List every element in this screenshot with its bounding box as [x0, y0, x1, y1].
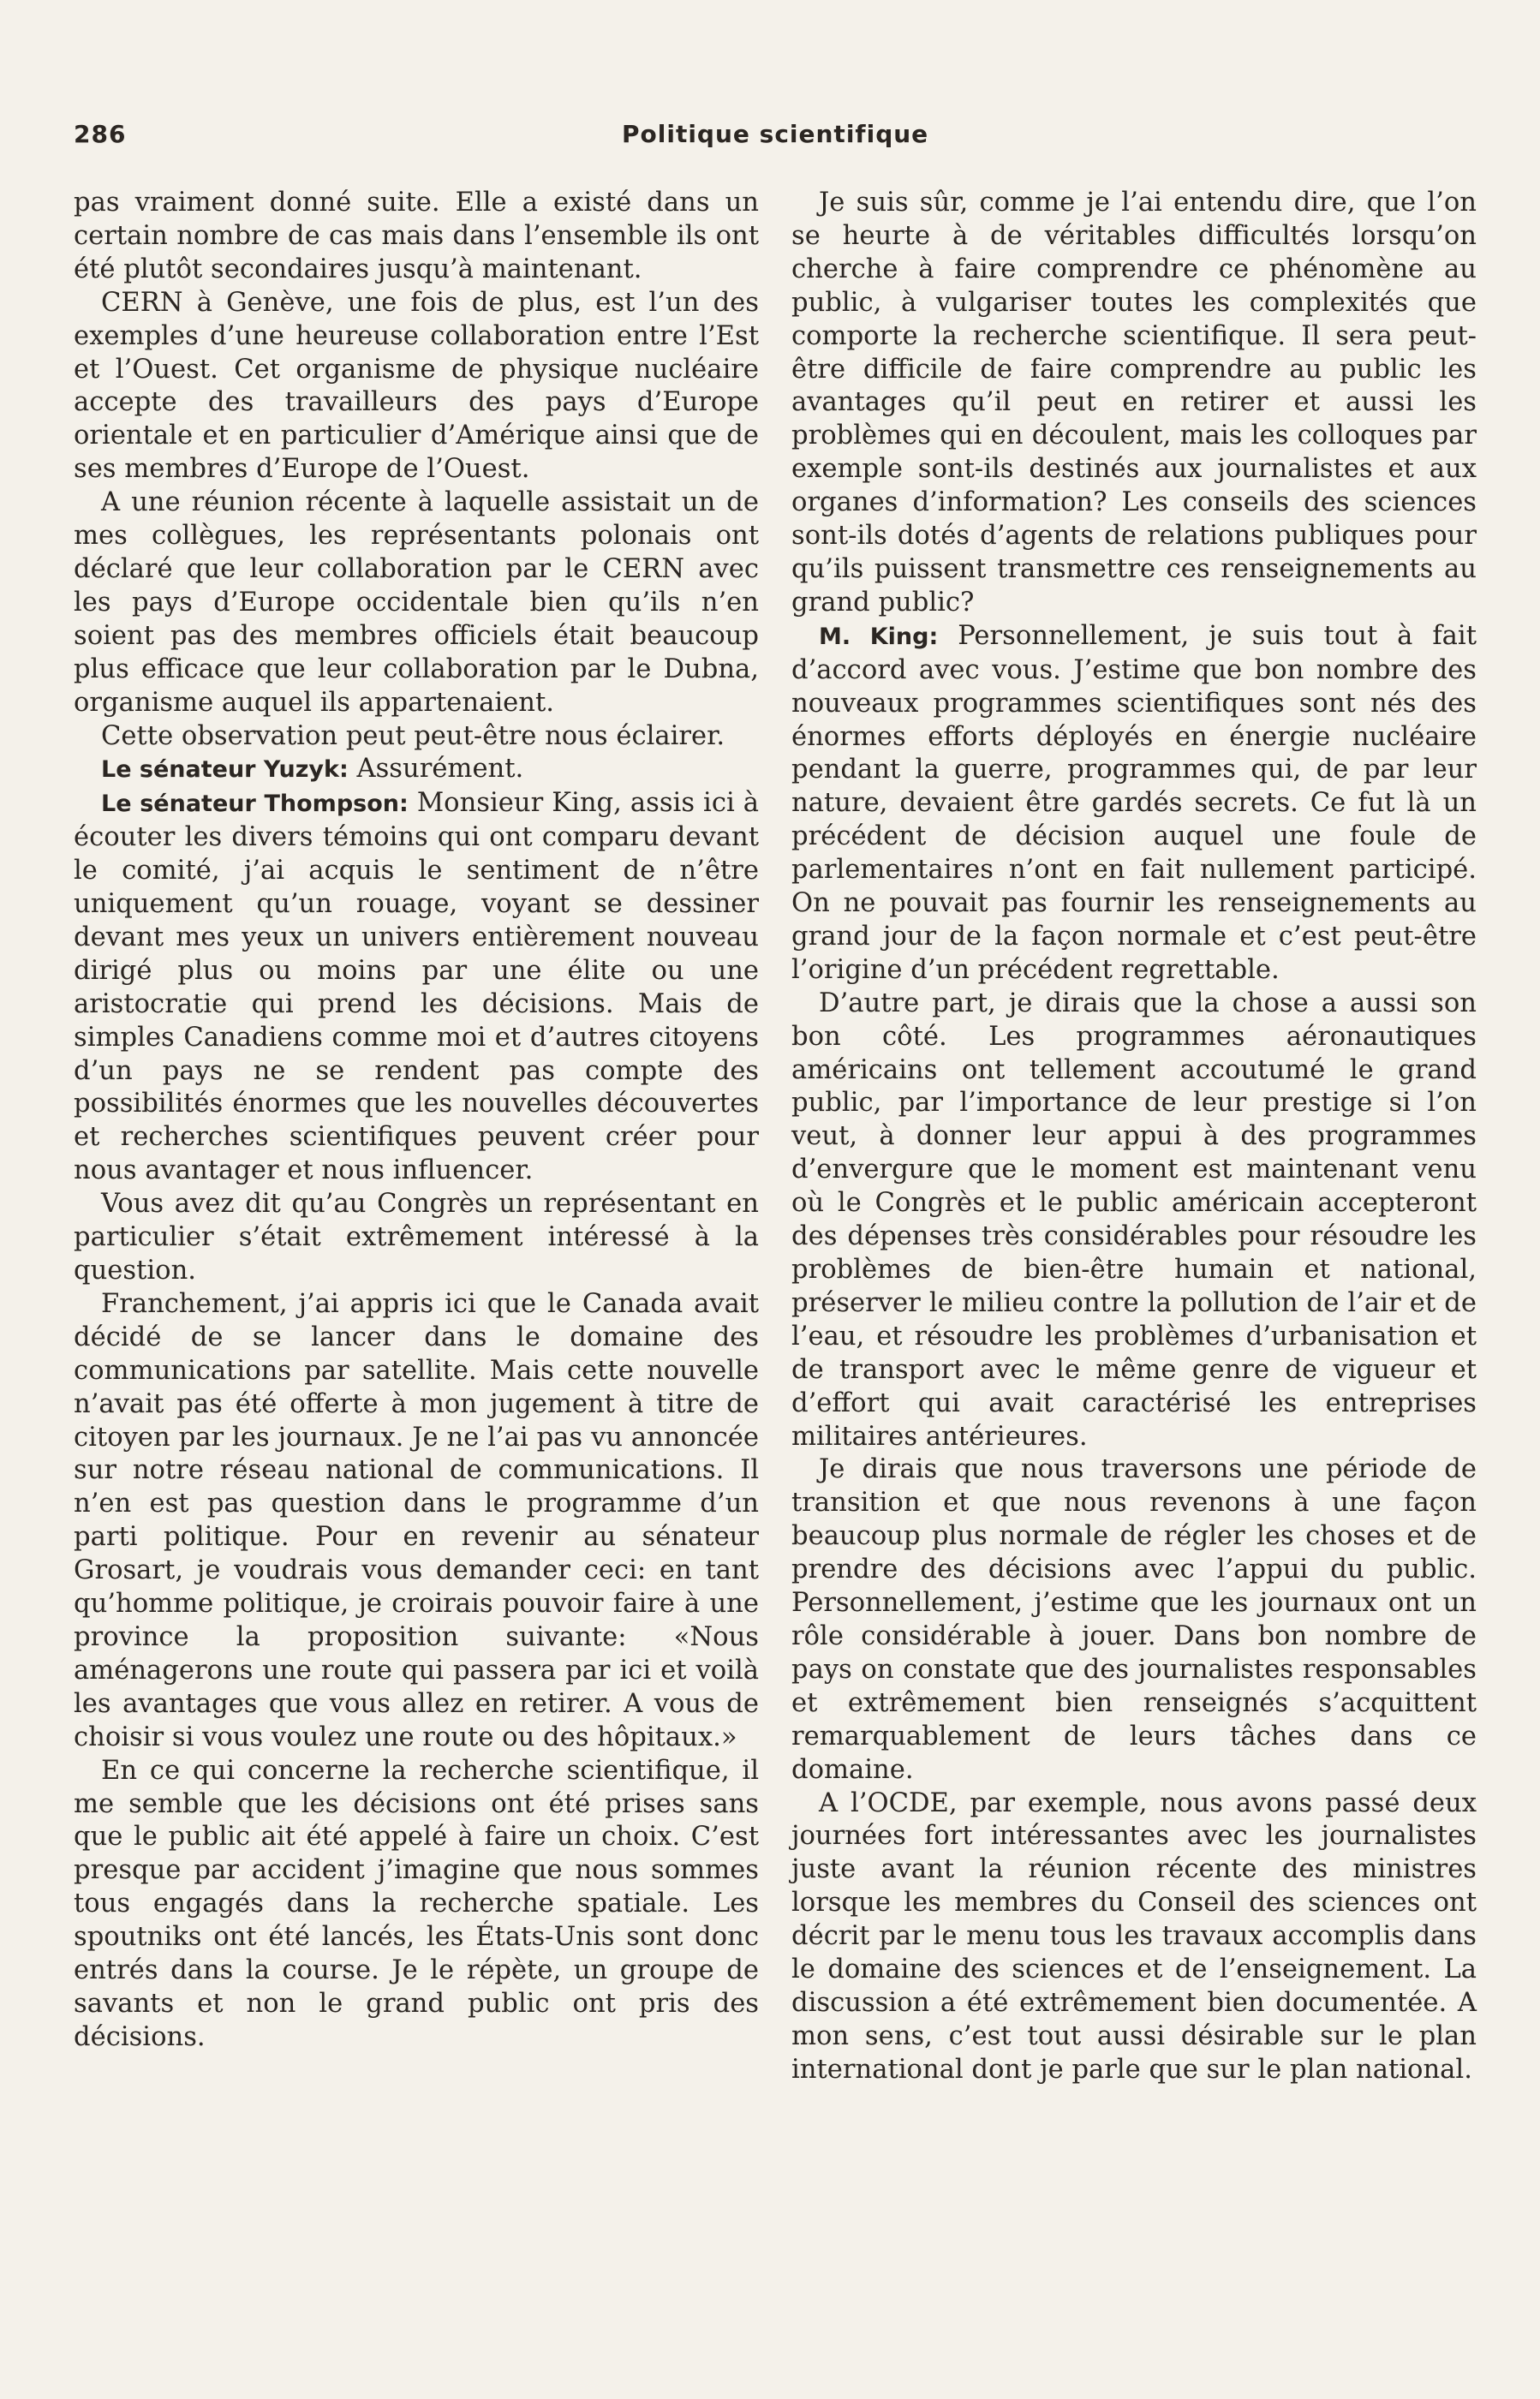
- speech-text: Assurément.: [348, 754, 524, 785]
- paragraph: Vous avez dit qu’au Congrès un représentant en particulier s’était extrêmement intéressé à la question.: [74, 1189, 759, 1286]
- paragraph: Je dirais que nous traversons une période de transition et que nous revenons à une façon beaucoup plus normale de régler les choses et de prendre des décisions avec l’appui du public. Personnellement, j’estime que les journaux ont un rôle considérable à jouer. Dans bon nombre de pays on constate que des journalistes responsables et extrêmement bien renseignés s’acquittent remarquablement de leurs tâches dans ce domaine.: [791, 1454, 1477, 1785]
- paragraph: [74, 787, 759, 1188]
- speech-text: Monsieur King, assis ici à écouter les divers témoins qui ont comparu devant le comité, j’ai acquis le sentiment de n’être uniquement qu’un rouage, voyant se dessiner devant mes yeux un univers entièrement nouveau dirigé plus ou moins par une élite ou une aristocratie qui prend les décisions. Mais de simples Canadiens comme moi et d’autres citoyens d’un pays ne se rendent pas compte des possibilités énormes que les nouvelles découvertes et recherches scientifiques peuvent créer pour nous avantager et nous influencer.: [74, 788, 760, 1186]
- speaker-name: Le sénateur Yuzyk:: [101, 756, 349, 784]
- speaker-name: Le sénateur Thompson:: [101, 791, 409, 818]
- paragraph: [74, 753, 759, 787]
- paragraph: A l’OCDE, par exemple, nous avons passé deux journées fort intéressantes avec les journalistes juste avant la réunion récente des ministres lorsque les membres du Conseil des sciences ont décrit par le menu tous les travaux accomplis dans le domaine des sciences et de l’enseignement. La discussion a été extrêmement bien documentée. A mon sens, c’est tout aussi désirable sur le plan international dont je parle que sur le plan national.: [791, 1787, 1477, 2085]
- page-header: [74, 120, 1487, 163]
- page-number: 286: [74, 120, 127, 148]
- paragraph: Franchement, j’ai appris ici que le Canada avait décidé de se lancer dans le domaine des communications par satellite. Mais cette nouvelle n’avait pas été offerte à mon jugement à titre de citoyen par les journaux. Je ne l’ai pas vu annoncée sur notre réseau national de communications. Il n’en est pas question dans le programme d’un parti politique. Pour en revenir au sénateur Grosart, je voudrais vous demander ceci: en tant qu’homme politique, je croirais pouvoir faire à une province la proposition suivante: «Nous aménagerons une route qui passera par ici et voilà les avantages que vous allez en retirer. A vous de choisir si vous voulez une route ou des hôpitaux.»: [74, 1288, 759, 1752]
- paragraph: [791, 620, 1477, 988]
- paragraph: En ce qui concerne la recherche scientifique, il me semble que les décisions ont été prises sans que le public ait été appelé à faire un choix. C’est presque par accident j’imagine que nous sommes tous engagés dans la recherche spatiale. Les spoutniks ont été lancés, les États-Unis sont donc entrés dans la course. Je le répète, un groupe de savants et non le grand public ont pris des décisions.: [74, 1755, 759, 2052]
- speaker-name: M. King:: [819, 623, 939, 650]
- paragraph: pas vraiment donné suite. Elle a existé dans un certain nombre de cas mais dans l’ensemble ils ont été plutôt secondaires jusqu’à maintenant.: [74, 188, 759, 284]
- paragraph: Cette observation peut peut-être nous éclairer.: [101, 720, 725, 751]
- paragraph: A une réunion récente à laquelle assistait un de mes collègues, les représentants polonais ont déclaré que leur collaboration par le CERN avec les pays d’Europe occidentale bien qu’ils n’en soient pas des membres officiels était beaucoup plus efficace que leur collaboration par le Dubna, organisme auquel ils appartenaient.: [74, 487, 759, 718]
- paragraph: Je suis sûr, comme je l’ai entendu dire, que l’on se heurte à de véritables difficultés lorsqu’on cherche à faire comprendre ce phénomène au public, à vulgariser toutes les complexités que comporte la recherche scientifique. Il sera peut-être difficile de faire comprendre au public les avantages qu’il peut en retirer et aussi les problèmes qui en découlent, mais les colloques par exemple sont-ils destinés aux journalistes et aux organes d’information? Les conseils des sciences sont-ils dotés d’agents de relations publiques pour qu’ils puissent transmettre ces renseignements au grand public?: [791, 188, 1477, 618]
- left-column: [74, 187, 759, 2055]
- running-title: Politique scientifique: [622, 120, 929, 148]
- paragraph: CERN à Genève, une fois de plus, est l’un des exemples d’une heureuse collaboration entre l’Est et l’Ouest. Cet organisme de physique nucléaire accepte des travailleurs des pays d’Europe orientale et en particulier d’Amérique ainsi que de ses membres d’Europe de l’Ouest.: [74, 287, 759, 485]
- right-column: [791, 187, 1477, 2087]
- speech-text: Personnellement, je suis tout à fait d’accord avec vous. J’estime que bon nombre des nouveaux programmes scientifiques sont nés des énormes efforts déployés en énergie nucléaire pendant la guerre, programmes qui, de par leur nature, devaient être gardés secrets. Ce fut là un précédent de décision auquel une foule de parlementaires n’ont en fait nullement participé. On ne pouvait pas fournir les renseignements au grand jour de la façon normale et c’est peut-être l’origine d’un précédent regrettable.: [791, 620, 1477, 985]
- paragraph: D’autre part, je dirais que la chose a aussi son bon côté. Les programmes aéronautiques américains ont tellement accoutumé le grand public, par l’importance de leur prestige si l’on veut, à donner leur appui à des programmes d’envergure que le moment est maintenant venu où le Congrès et le public américain accepteront des dépenses très considérables pour résoudre les problèmes de bien-être humain et national, préserver le milieu contre la pollution de l’air et de l’eau, et résoudre les problèmes d’urbanisation et de transport avec le même genre de vigueur et d’effort qui avait caractérisé les entreprises militaires antérieures.: [791, 988, 1477, 1452]
